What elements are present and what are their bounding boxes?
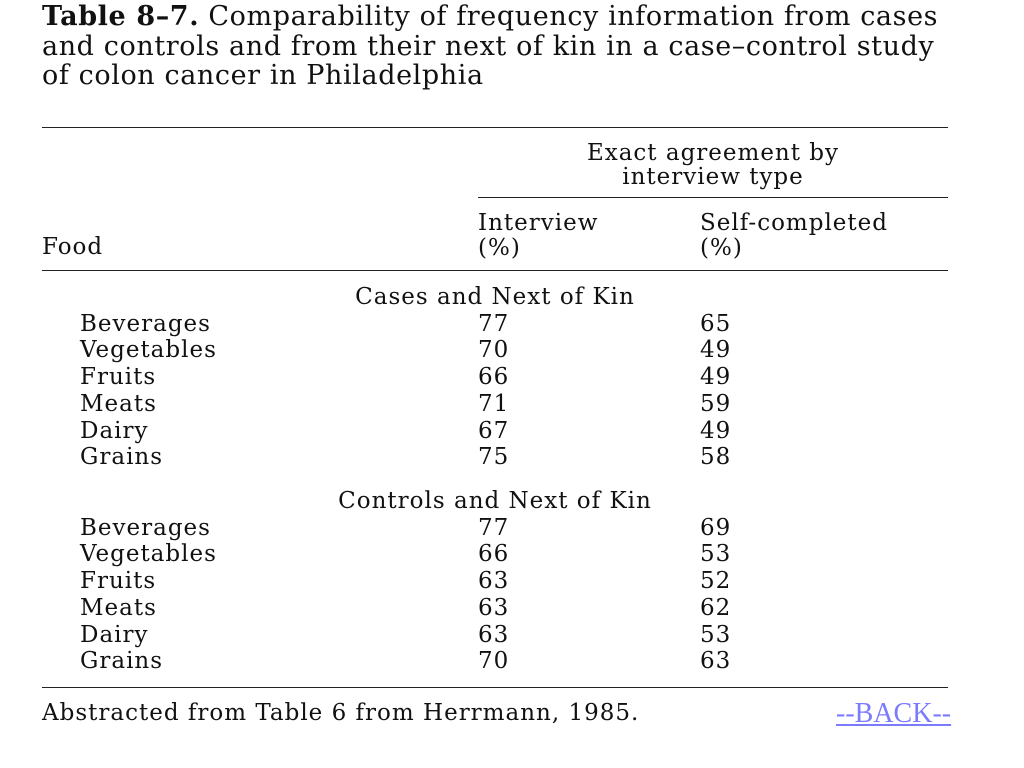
row-food: Vegetables <box>80 541 217 568</box>
col-header-food: Food <box>42 234 104 260</box>
col-header-interview-unit: (%) <box>478 235 521 261</box>
row-interview-value: 71 <box>478 390 510 417</box>
row-interview-value: 67 <box>478 417 510 444</box>
row-self-completed-value: 69 <box>700 514 732 541</box>
row-interview-value: 63 <box>478 568 510 595</box>
row-self-completed-value: 49 <box>700 417 732 444</box>
row-interview-value: 77 <box>478 310 510 337</box>
row-self-completed-value: 49 <box>700 364 732 391</box>
row-self-completed-value: 53 <box>700 541 732 568</box>
back-link[interactable]: --BACK-- <box>836 698 952 729</box>
row-interview-value: 66 <box>478 364 510 391</box>
row-interview-value: 63 <box>478 621 510 648</box>
row-self-completed-value: 59 <box>700 390 732 417</box>
spanner-header-line2: interview type <box>622 164 804 190</box>
row-food: Fruits <box>80 568 157 595</box>
row-interview-value: 63 <box>478 594 510 621</box>
row-food: Meats <box>80 390 157 417</box>
spanner-rule <box>478 197 948 198</box>
section-title: Cases and Next of Kin <box>355 284 635 310</box>
row-self-completed-value: 52 <box>700 568 732 595</box>
header-rule <box>42 270 948 271</box>
row-food: Beverages <box>80 310 211 337</box>
table-number: Table 8–7. <box>42 1 200 32</box>
row-self-completed-value: 62 <box>700 594 732 621</box>
row-food: Dairy <box>80 417 149 444</box>
footnote: Abstracted from Table 6 from Herrmann, 1985. <box>42 700 640 726</box>
col-header-self-completed: Self-completed <box>700 210 888 236</box>
row-food: Fruits <box>80 364 157 391</box>
top-rule <box>42 127 948 128</box>
row-interview-value: 77 <box>478 514 510 541</box>
row-food: Grains <box>80 444 164 471</box>
spanner-header-line1: Exact agreement by <box>586 140 840 166</box>
bottom-rule <box>42 687 948 688</box>
row-interview-value: 66 <box>478 541 510 568</box>
row-food: Vegetables <box>80 337 217 364</box>
row-food: Grains <box>80 648 164 675</box>
col-header-self-completed-unit: (%) <box>700 235 743 261</box>
row-interview-value: 75 <box>478 444 510 471</box>
row-self-completed-value: 49 <box>700 337 732 364</box>
col-header-interview: Interview <box>478 210 599 236</box>
row-self-completed-value: 58 <box>700 444 732 471</box>
row-food: Meats <box>80 594 157 621</box>
row-interview-value: 70 <box>478 337 510 364</box>
row-self-completed-value: 63 <box>700 648 732 675</box>
section-title: Controls and Next of Kin <box>338 488 652 514</box>
row-food: Dairy <box>80 621 149 648</box>
row-self-completed-value: 53 <box>700 621 732 648</box>
row-self-completed-value: 65 <box>700 310 732 337</box>
table-title: Comparability of frequency information from cases and controls and from their next of kin in a case–control study of colon cancer in Philadelphia <box>42 1 939 91</box>
table-caption <box>42 2 962 91</box>
row-food: Beverages <box>80 514 211 541</box>
row-interview-value: 70 <box>478 648 510 675</box>
